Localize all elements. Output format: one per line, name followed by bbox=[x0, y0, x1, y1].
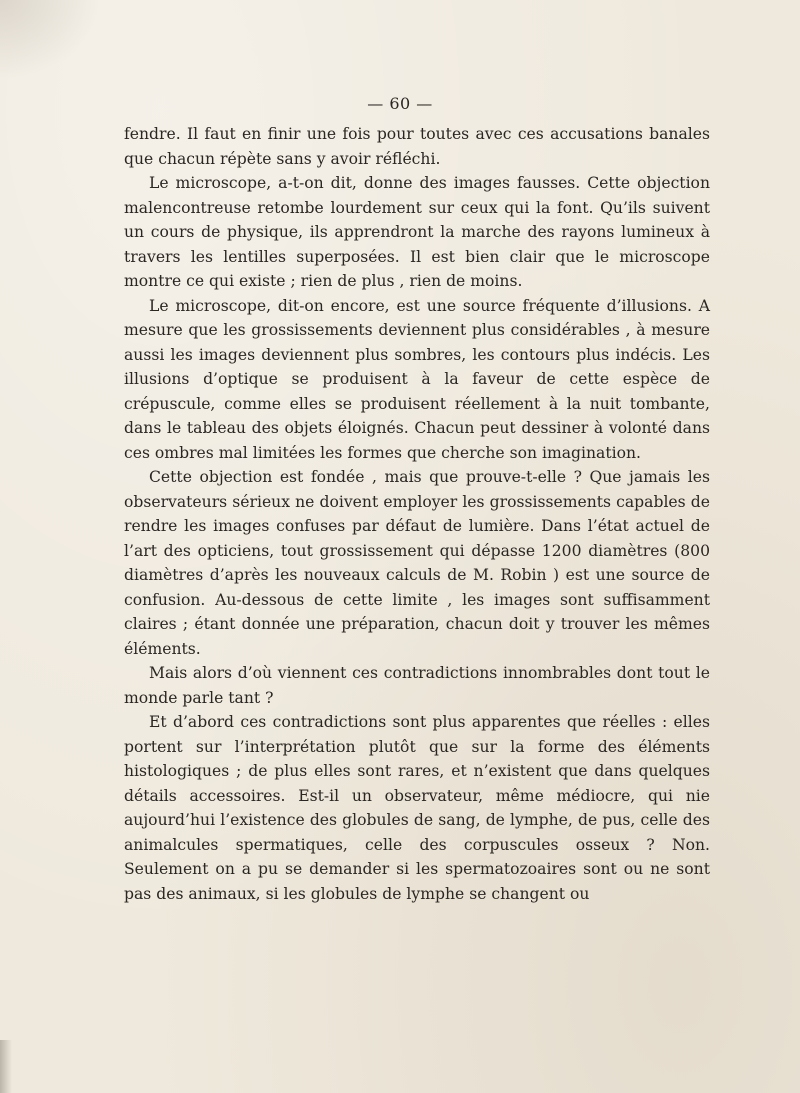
paragraph-2: Le microscope, a-t-on dit, donne des images fausses. Cette objection malencontreuse retombe lourdement sur ceux qui la font. Qu’ils suivent un cours de physique, ils apprendront la marche des rayons lumineux à travers les lentilles superposées. Il est bien clair que le microscope montre ce qui existe ; rien de plus , rien de moins. bbox=[124, 174, 710, 290]
page-number: — 60 — bbox=[367, 94, 433, 113]
paragraph-4: Cette objection est fondée , mais que prouve-t-elle ? Que jamais les observateurs sérieux ne doivent employer les grossissements capables de rendre les images confuses par défaut de lumière. Dans l’état actuel de l’art des opticiens, tout grossissement qui dépasse 1200 diamètres (800 diamètres d’après les nouveaux calculs de M. Robin ) est une source de confusion. Au-dessous de cette limite , les images sont suffisamment claires ; étant donnée une préparation, chacun doit y trouver les mêmes éléments. bbox=[124, 468, 710, 658]
body-text bbox=[124, 122, 710, 906]
paragraph-5: Mais alors d’où viennent ces contradictions innombrables dont tout le monde parle tant ? bbox=[124, 664, 710, 707]
paragraph-1: fendre. Il faut en finir une fois pour toutes avec ces accusations banales que chacun répète sans y avoir réfléchi. bbox=[124, 125, 710, 168]
paragraph-3: Le microscope, dit-on encore, est une source fréquente d’illusions. A mesure que les grossissements deviennent plus considérables , à mesure aussi les images deviennent plus sombres, les contours plus indécis. Les illusions d’optique se produisent à la faveur de cette espèce de crépuscule, comme elles se produisent réellement à la nuit tombante, dans le tableau des objets éloignés. Chacun peut dessiner à volonté dans ces ombres mal limitées les formes que cherche son imagination. bbox=[124, 296, 710, 462]
paragraph-6: Et d’abord ces contradictions sont plus apparentes que réelles : elles portent sur l’interprétation plutôt que sur la forme des éléments histologiques ; de plus elles sont rares, et n’existent que dans quelques détails accessoires. Est-il un observateur, même médiocre, qui nie aujourd’hui l’existence des globules de sang, de lymphe, de pus, celle des animalcules spermatiques, celle des corpuscules osseux ? Non. Seulement on a pu se demander si les spermatozoaires sont ou ne sont pas des animaux, si les globules de lymphe se changent ou bbox=[124, 713, 710, 903]
page-edge-shadow bbox=[0, 1040, 12, 1093]
page-stain bbox=[0, 0, 100, 80]
